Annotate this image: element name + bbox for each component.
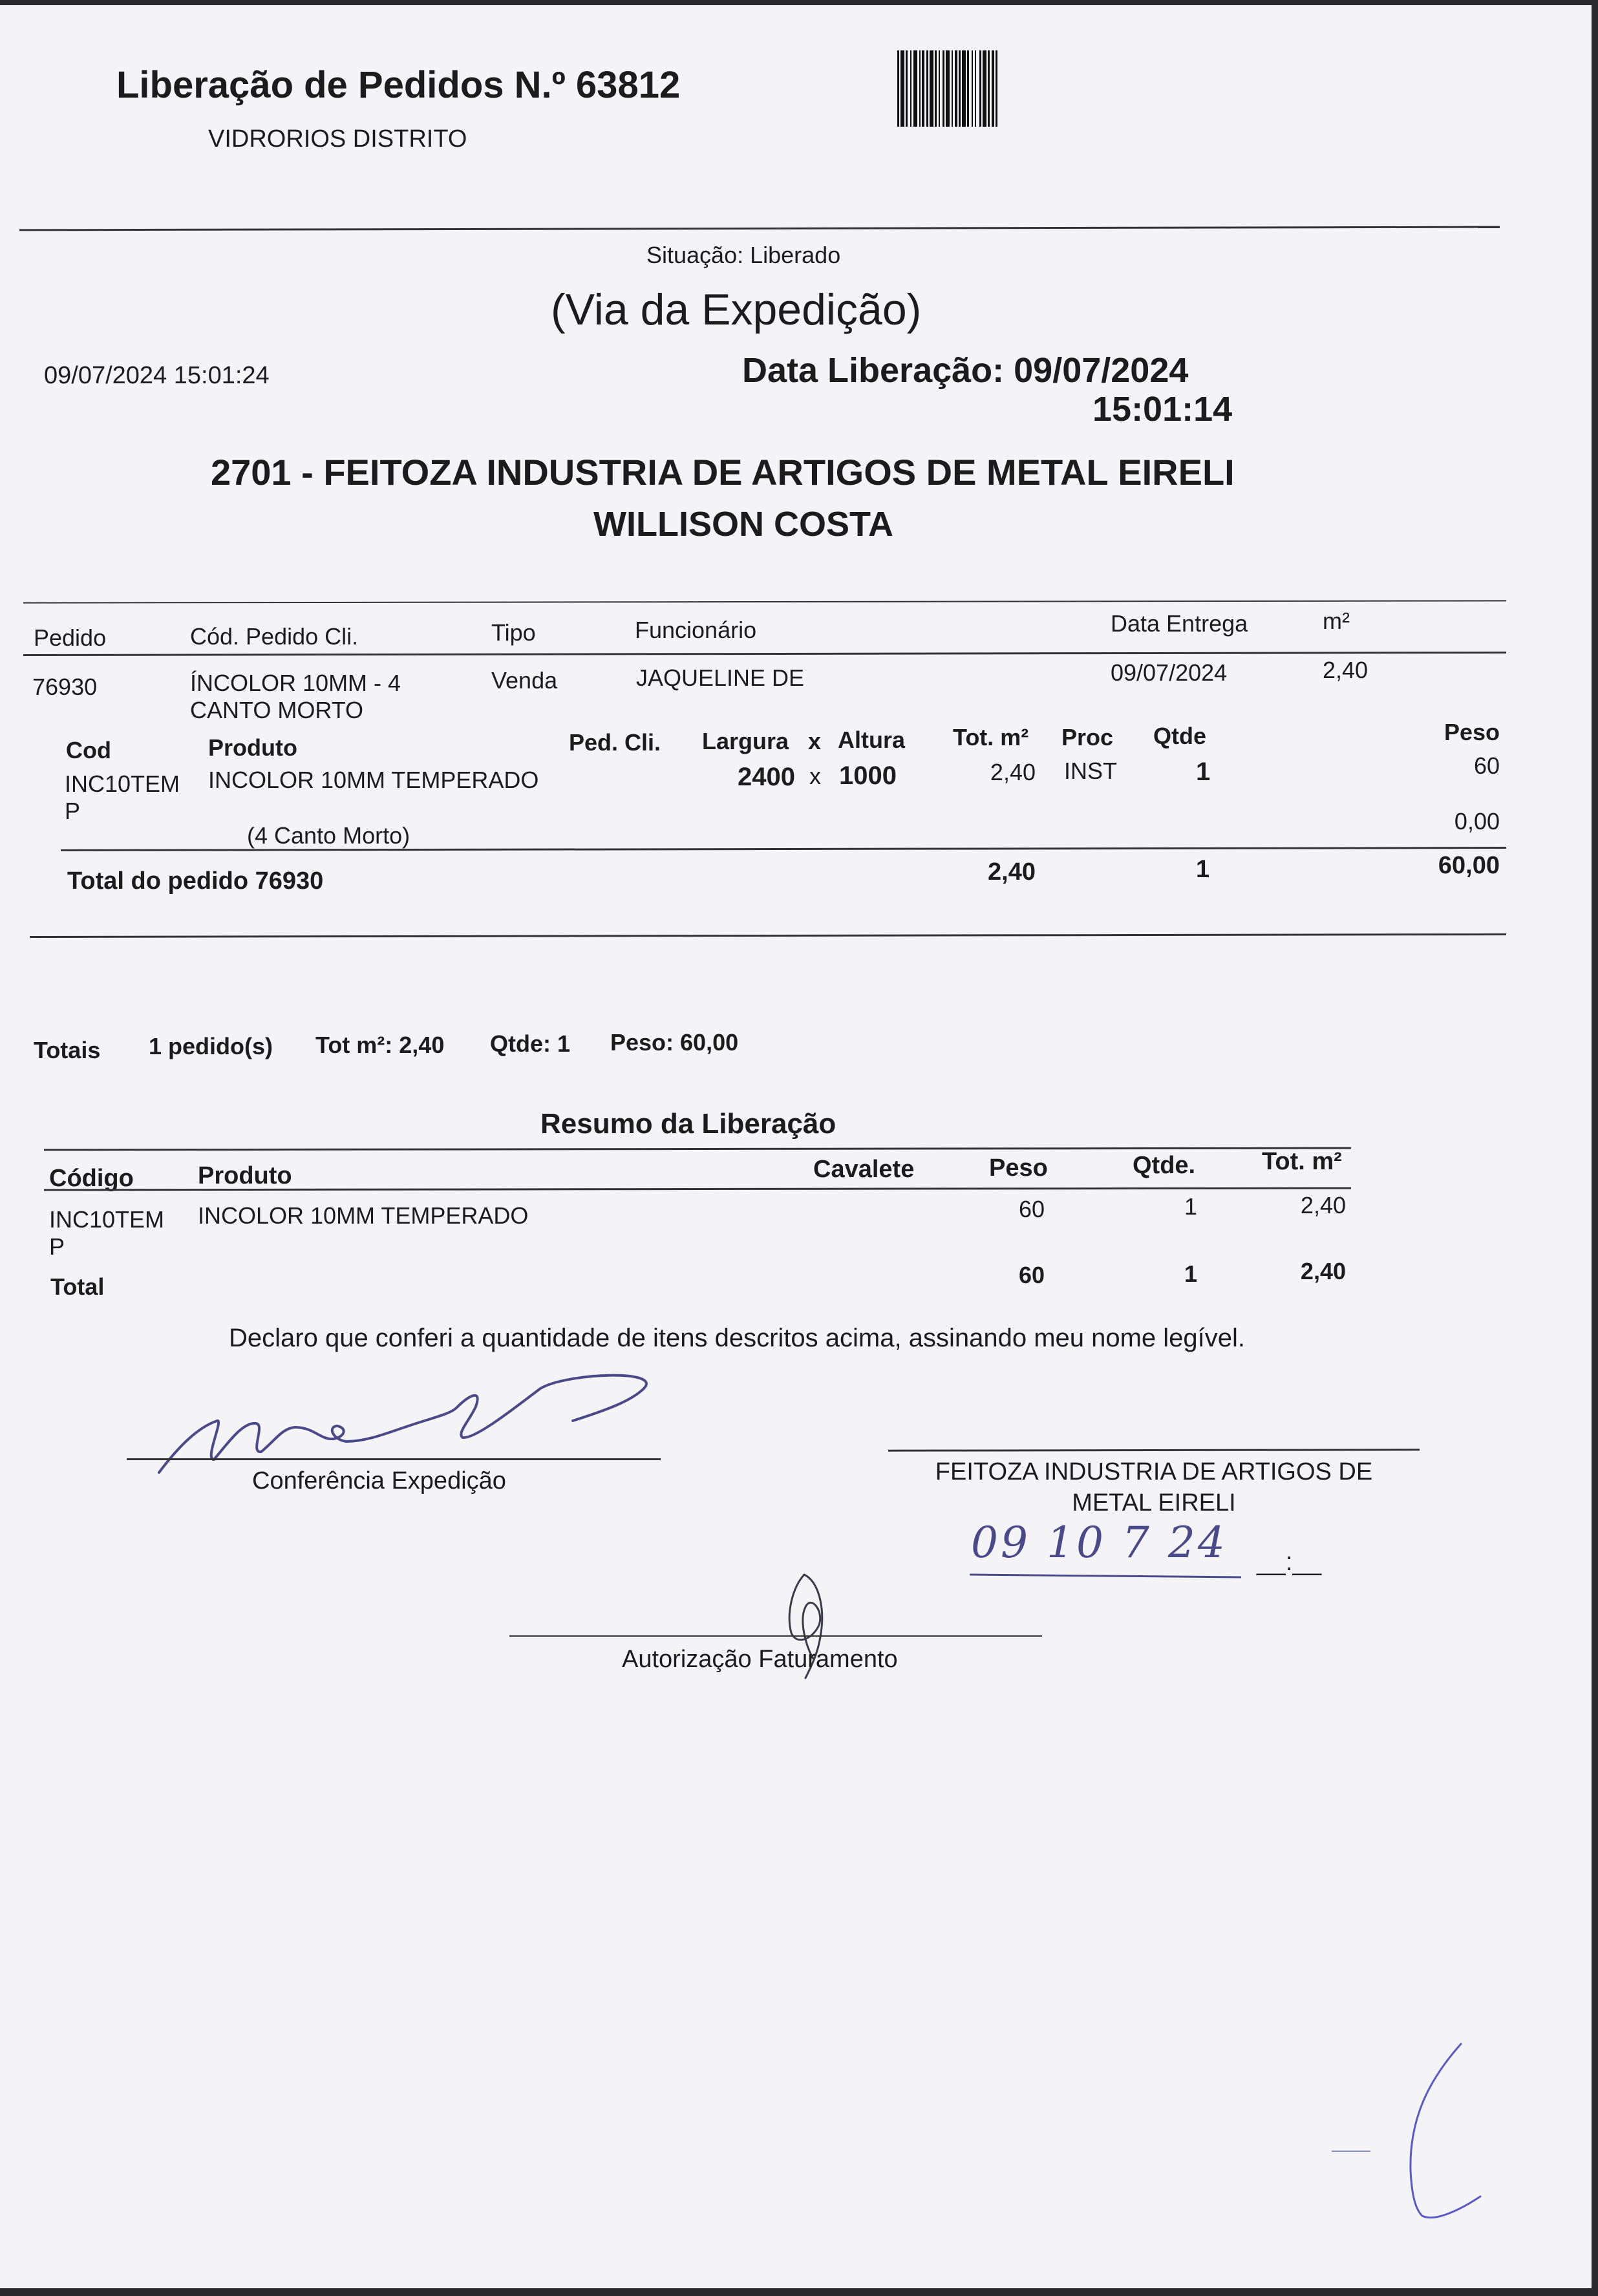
order-cod-pedido-cli-line2: CANTO MORTO (190, 697, 364, 723)
totals-m2: Tot m²: 2,40 (315, 1032, 445, 1058)
barcode-bar (946, 50, 950, 127)
summary-codigo: INC10TEM (49, 1206, 165, 1233)
autorizacao-signature-line (509, 1635, 1042, 1637)
barcode-bar (983, 50, 986, 127)
item-tot-m2: 2,40 (990, 759, 1036, 785)
barcode-bar (897, 50, 899, 127)
barcode (897, 50, 1156, 128)
item-peso-extra: 0,00 (1454, 808, 1500, 834)
item-qtde: 1 (1196, 758, 1211, 786)
barcode-bar (952, 50, 953, 127)
item-proc: INST (1064, 758, 1118, 784)
barcode-bar (988, 50, 990, 127)
order-table-top-line (23, 600, 1506, 603)
order-cod-pedido-cli: ÍNCOLOR 10MM - 4 (190, 670, 401, 696)
item-header-peso: Peso (1444, 719, 1500, 745)
item-header-proc: Proc (1061, 724, 1114, 750)
barcode-bar (906, 50, 908, 127)
header-divider (19, 226, 1500, 231)
barcode-bar (967, 50, 969, 127)
declaration-text: Declaro que conferi a quantidade de itens descritos acima, assinando meu nome legível. (229, 1324, 1246, 1352)
summary-produto: INCOLOR 10MM TEMPERADO (198, 1202, 529, 1229)
summary-header-produto: Produto (198, 1162, 292, 1189)
item-x: x (809, 763, 821, 789)
summary-header-tot-m2: Tot. m² (1262, 1148, 1342, 1175)
item-peso: 60 (1473, 752, 1500, 779)
item-header-altura: Altura (838, 727, 906, 753)
summary-peso: 60 (1018, 1196, 1045, 1222)
summary-top-line (44, 1147, 1351, 1151)
item-header-cod: Cod (66, 737, 111, 763)
company-signature-name-line2: METAL EIRELI (1072, 1489, 1236, 1516)
summary-title: Resumo da Liberação (540, 1108, 836, 1140)
pen-mark (1332, 2041, 1487, 2235)
company-name: VIDRORIOS DISTRITO (208, 125, 467, 153)
release-time: 15:01:14 (1092, 390, 1233, 429)
barcode-bar (926, 50, 928, 127)
item-header-ped-cli: Ped. Cli. (569, 729, 661, 756)
barcode-bar (996, 50, 997, 127)
order-m2: 2,40 (1323, 657, 1369, 683)
totals-peso: Peso: 60,00 (610, 1029, 739, 1056)
col-header-data-entrega: Data Entrega (1111, 610, 1248, 637)
item-header-x: x (808, 728, 822, 754)
order-data-entrega: 09/07/2024 (1111, 659, 1228, 686)
item-produto: INCOLOR 10MM TEMPERADO (208, 767, 539, 793)
order-table-bottom-line (30, 933, 1506, 938)
printed-at: 09/07/2024 15:01:24 (44, 362, 270, 389)
release-date: Data Liberação: 09/07/2024 (742, 351, 1189, 390)
contact-name: WILLISON COSTA (593, 505, 893, 544)
item-cod-line2: P (65, 798, 81, 824)
barcode-bar (972, 50, 973, 127)
order-header-line (23, 652, 1506, 656)
order-total-m2: 2,40 (988, 858, 1036, 886)
status-text: Situação: Liberado (646, 242, 841, 268)
item-header-qtde: Qtde (1153, 723, 1207, 749)
totals-label: Totais (34, 1037, 101, 1063)
barcode-bar (919, 50, 921, 127)
handwritten-date-underline (970, 1569, 1241, 1582)
summary-header-codigo: Código (49, 1165, 134, 1192)
barcode-bar (975, 50, 976, 127)
summary-total-peso: 60 (1018, 1262, 1045, 1288)
client-name: 2701 - FEITOZA INDUSTRIA DE ARTIGOS DE METAL EIRELI (211, 452, 1235, 493)
conferencia-label: Conferência Expedição (252, 1467, 506, 1494)
barcode-bar (939, 50, 940, 127)
summary-codigo-line2: P (49, 1233, 65, 1260)
totals-pedidos: 1 pedido(s) (149, 1033, 273, 1059)
barcode-bar (943, 50, 944, 127)
barcode-bar (910, 50, 911, 127)
barcode-bar (900, 50, 904, 127)
summary-header-cavalete: Cavalete (813, 1156, 915, 1183)
barcode-bar (930, 50, 933, 127)
conferencia-signature-line (127, 1458, 661, 1460)
summary-total-tot-m2: 2,40 (1300, 1258, 1346, 1284)
item-header-largura: Largura (702, 728, 789, 754)
col-header-cod-pedido-cli: Cód. Pedido Cli. (190, 623, 359, 650)
summary-total-qtde: 1 (1184, 1260, 1197, 1287)
barcode-bar (955, 50, 957, 127)
barcode-bar (962, 50, 966, 127)
barcode-bar (935, 50, 937, 127)
order-tipo: Venda (491, 667, 558, 694)
order-total-peso: 60,00 (1438, 852, 1500, 879)
company-signature-name: FEITOZA INDUSTRIA DE ARTIGOS DE (935, 1458, 1373, 1485)
barcode-bar (913, 50, 917, 127)
item-largura: 2400 (738, 763, 795, 791)
col-header-tipo: Tipo (491, 619, 536, 646)
summary-qtde: 1 (1184, 1193, 1197, 1220)
barcode-bar (992, 50, 994, 127)
col-header-m2: m² (1323, 608, 1350, 634)
document-page (0, 5, 1592, 2288)
order-total-qtde: 1 (1196, 856, 1210, 883)
via-label: (Via da Expedição) (551, 285, 922, 334)
summary-header-qtde: Qtde. (1133, 1152, 1196, 1179)
order-funcionario: JAQUELINE DE (636, 664, 805, 691)
autorizacao-label: Autorização Faturamento (622, 1646, 898, 1673)
barcode-bar (979, 50, 981, 127)
time-blank: __:__ (1257, 1547, 1322, 1576)
totals-qtde: Qtde: 1 (490, 1030, 571, 1057)
summary-tot-m2: 2,40 (1300, 1192, 1346, 1218)
company-signature-line (888, 1449, 1420, 1451)
summary-total-label: Total (50, 1273, 105, 1300)
col-header-pedido: Pedido (34, 624, 107, 651)
item-note: (4 Canto Morto) (247, 822, 410, 849)
item-altura: 1000 (839, 761, 897, 790)
summary-header-peso: Peso (989, 1154, 1048, 1182)
col-header-funcionario: Funcionário (635, 617, 757, 643)
order-total-label: Total do pedido 76930 (67, 867, 324, 895)
item-header-tot-m2: Tot. m² (953, 724, 1029, 750)
order-pedido: 76930 (32, 674, 98, 700)
barcode-bar (922, 50, 924, 127)
barcode-bar (959, 50, 961, 127)
document-title: Liberação de Pedidos N.º 63812 (116, 64, 681, 106)
item-header-produto: Produto (208, 734, 297, 761)
item-cod: INC10TEM (65, 771, 180, 797)
handwritten-date: 09 10 7 24 (971, 1518, 1228, 1568)
